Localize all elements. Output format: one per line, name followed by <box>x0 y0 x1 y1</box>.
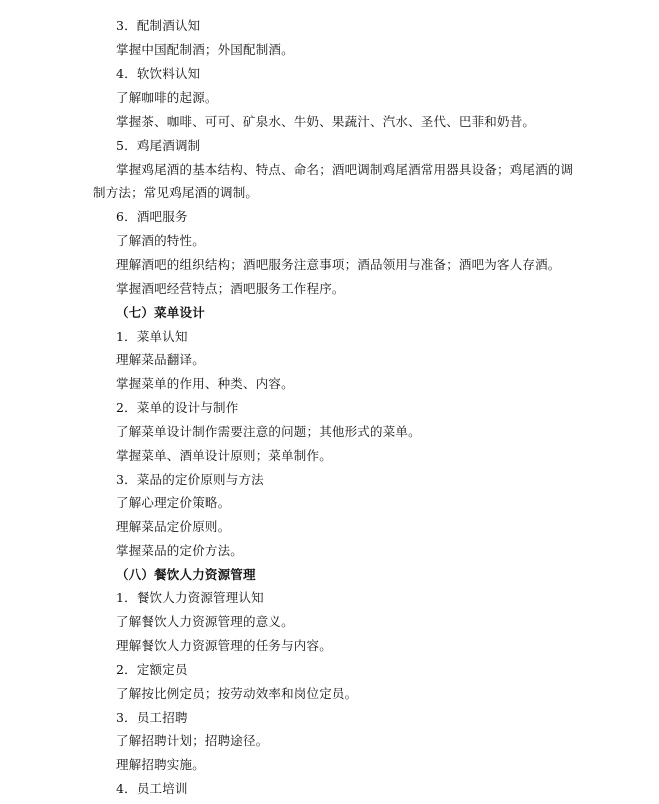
paragraph-line: 理解菜品定价原则。 <box>116 519 231 534</box>
paragraph-line: 掌握菜品的定价方法。 <box>116 543 244 558</box>
paragraph-line: 了解招聘计划；招聘途径。 <box>116 733 269 748</box>
subheading-4-training: 4．员工培训 <box>116 781 188 796</box>
subheading-5-cocktail: 5．鸡尾酒调制 <box>116 138 201 153</box>
paragraph-line: 理解餐饮人力资源管理的任务与内容。 <box>116 638 332 653</box>
paragraph-line: 了解菜单设计制作需要注意的问题；其他形式的菜单。 <box>116 424 421 439</box>
subheading-2-staffing: 2．定额定员 <box>116 662 188 677</box>
paragraph-line: 掌握酒吧经营特点；酒吧服务工作程序。 <box>116 281 345 296</box>
paragraph-line: 理解酒吧的组织结构；酒吧服务注意事项；酒品领用与准备；酒吧为客人存酒。 <box>116 257 561 272</box>
section-heading-8-hr: （八）餐饮人力资源管理 <box>116 567 256 582</box>
subheading-2-menu-design: 2．菜单的设计与制作 <box>116 400 239 415</box>
subheading-3-pricing: 3．菜品的定价原则与方法 <box>116 472 264 487</box>
paragraph-line: 掌握茶、咖啡、可可、矿泉水、牛奶、果蔬汁、汽水、圣代、巴菲和奶昔。 <box>116 114 536 129</box>
paragraph-line: 了解咖啡的起源。 <box>116 90 218 105</box>
paragraph-line: 了解按比例定员；按劳动效率和岗位定员。 <box>116 686 358 701</box>
subheading-4-soft-drinks: 4．软饮料认知 <box>116 66 201 81</box>
paragraph-line: 理解菜品翻译。 <box>116 352 205 367</box>
subheading-3-recruitment: 3．员工招聘 <box>116 710 188 725</box>
paragraph-line: 理解招聘实施。 <box>116 757 205 772</box>
section-heading-7-menu-design: （七）菜单设计 <box>116 305 205 320</box>
subheading-6-bar-service: 6．酒吧服务 <box>116 209 188 224</box>
paragraph-line: 了解酒的特性。 <box>116 233 205 248</box>
paragraph-line: 掌握中国配制酒；外国配制酒。 <box>116 42 294 57</box>
paragraph-line: 了解餐饮人力资源管理的意义。 <box>116 614 294 629</box>
subheading-1-menu: 1．菜单认知 <box>116 329 188 344</box>
paragraph-line: 掌握菜单、酒单设计原则；菜单制作。 <box>116 448 332 463</box>
paragraph-line: 了解心理定价策略。 <box>116 495 231 510</box>
subheading-1-hr: 1．餐饮人力资源管理认知 <box>116 590 264 605</box>
paragraph-line: 掌握菜单的作用、种类、内容。 <box>116 376 294 391</box>
paragraph-line-continued: 制方法；常见鸡尾酒的调制。 <box>93 185 259 200</box>
subheading-3-liqueur: 3．配制酒认知 <box>116 18 201 33</box>
paragraph-line: 掌握鸡尾酒的基本结构、特点、命名；酒吧调制鸡尾酒常用器具设备；鸡尾酒的调 <box>116 162 574 177</box>
